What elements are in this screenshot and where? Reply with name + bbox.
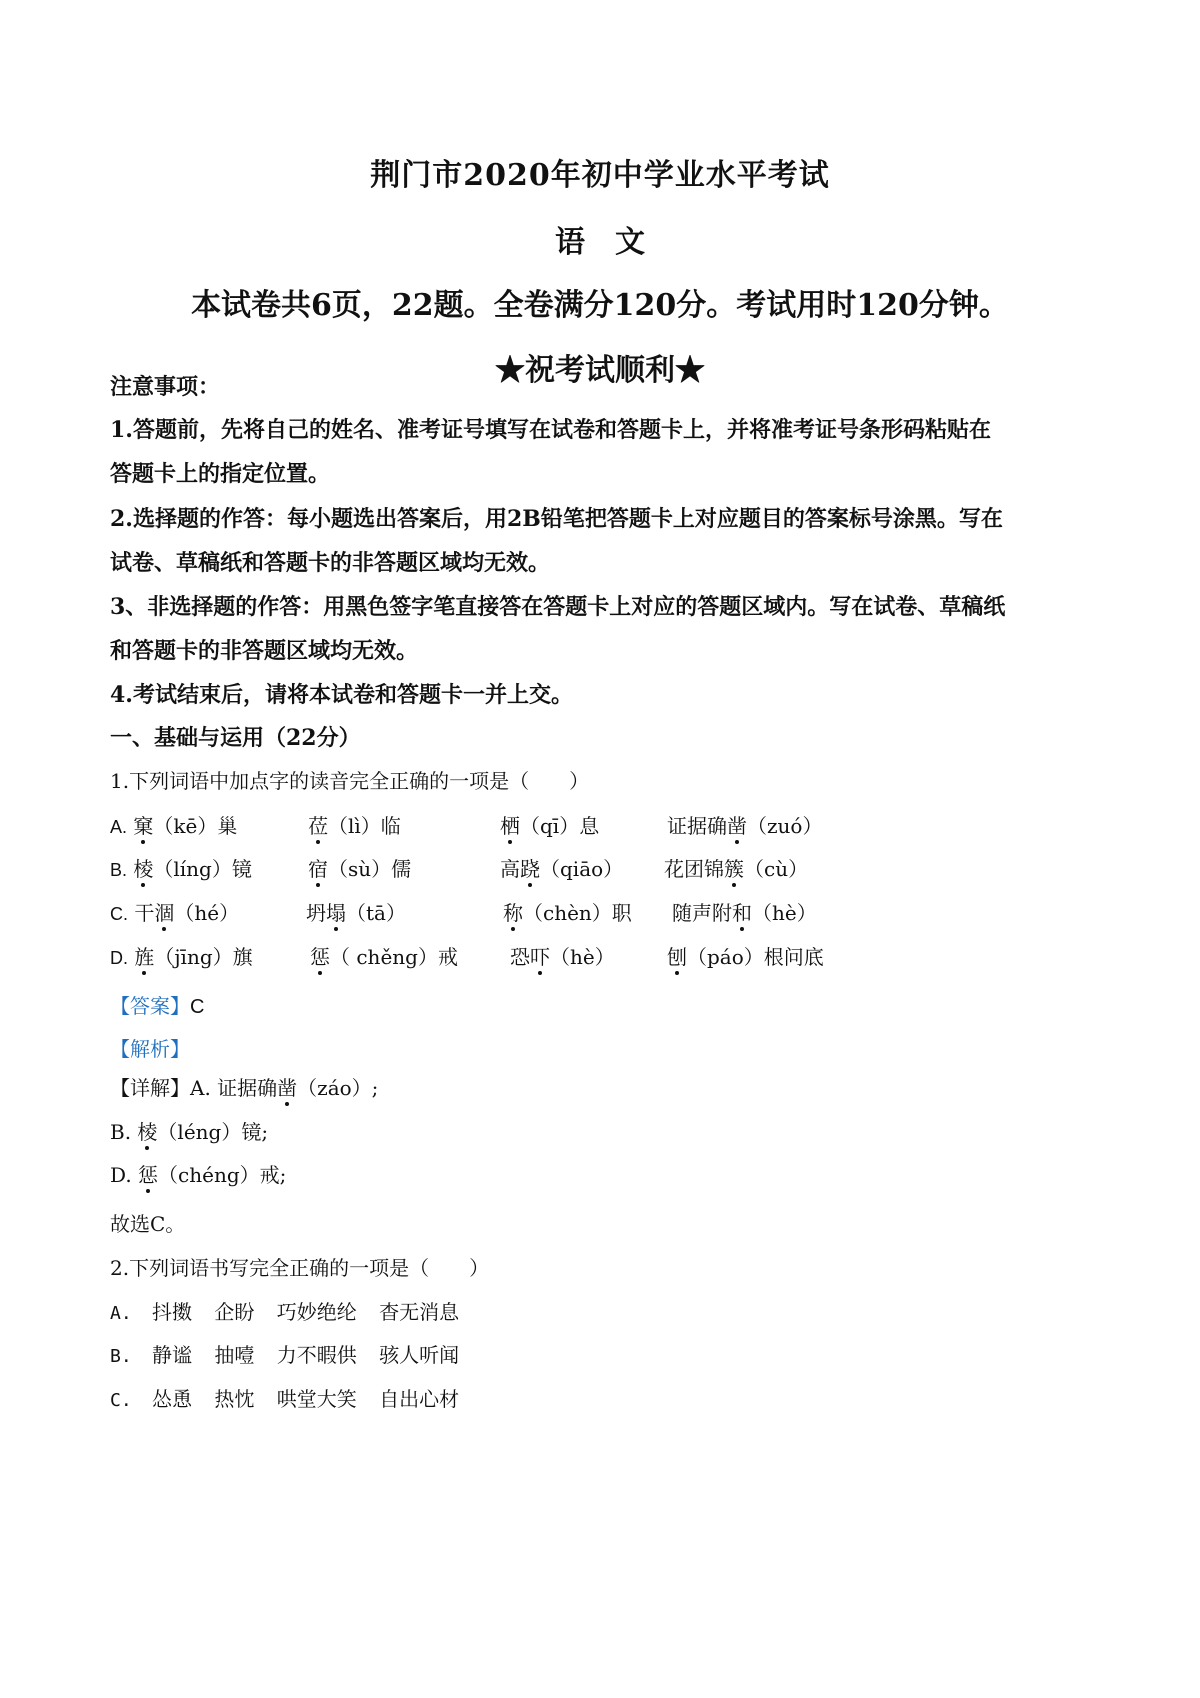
detail-line-b — [110, 1116, 268, 1145]
detail-line-a — [110, 1072, 378, 1101]
dotted-char: 称 — [503, 901, 523, 925]
option-text: 干 — [134, 901, 155, 925]
detail-text: （chéng）戒; — [158, 1163, 287, 1187]
detail-text: （záo）; — [297, 1076, 379, 1100]
analysis-tag: 【解析】 — [110, 1039, 190, 1061]
section-heading: 一、基础与运用（22分） — [110, 725, 361, 751]
answer-value: C — [190, 996, 205, 1018]
option-label: D. — [110, 948, 128, 968]
option-word: 力不暇供 — [276, 1343, 357, 1367]
option-word: 抽噎 — [214, 1343, 255, 1367]
option-text: （cù） — [744, 857, 809, 881]
q1-option-c-word-3 — [503, 897, 632, 926]
notice-item-4: 4.考试结束后，请将本试卷和答题卡一并上交。 — [110, 682, 573, 708]
notice-item-2b: 试卷、草稿纸和答题卡的非答题区域均无效。 — [110, 550, 551, 576]
q1-option-a-word-4 — [667, 810, 822, 839]
option-word: 热忱 — [214, 1387, 255, 1411]
option-label: A. — [110, 1303, 132, 1324]
dotted-char: 刨 — [667, 945, 687, 969]
dotted-char: 旌 — [134, 945, 155, 969]
dotted-char: 莅 — [308, 814, 328, 838]
q1-option-c-word-2 — [306, 897, 406, 926]
dotted-char: 惩 — [310, 945, 330, 969]
option-text: （hè） — [550, 945, 615, 969]
q1-option-b — [110, 853, 252, 882]
option-word: 企盼 — [214, 1300, 255, 1324]
option-word: 哄堂大笑 — [276, 1387, 357, 1411]
dotted-char: 凿 — [277, 1076, 298, 1100]
option-text: （zuó） — [747, 814, 823, 838]
dotted-char: 簇 — [724, 857, 744, 881]
q2-option-c — [110, 1383, 459, 1412]
q1-option-d-word-3 — [510, 941, 615, 970]
dotted-char: 棱 — [137, 1120, 158, 1144]
option-text: （ chěng）戒 — [330, 945, 458, 969]
detail-text: B. — [110, 1120, 138, 1144]
option-word: 杳无消息 — [379, 1300, 460, 1324]
q2-option-b — [110, 1339, 459, 1368]
option-text: （hè） — [752, 901, 817, 925]
option-label: C. — [110, 1390, 132, 1411]
question-2-stem: 2.下列词语书写完全正确的一项是（ ） — [110, 1256, 490, 1280]
q1-option-d-word-2 — [310, 941, 458, 970]
option-text: （tā） — [346, 901, 406, 925]
subject-title: 语文 — [555, 225, 675, 260]
notice-item-1a: 1.答题前，先将自己的姓名、准考证号填写在试卷和答题卡上，并将准考证号条形码粘贴在 — [110, 417, 991, 443]
option-word: 怂恿 — [152, 1387, 193, 1411]
dotted-char: 跷 — [520, 857, 540, 881]
option-text: 随声附 — [672, 901, 732, 925]
option-label: C. — [110, 904, 128, 924]
q1-option-a-word-2 — [308, 810, 401, 839]
option-word: 自出心材 — [379, 1387, 460, 1411]
notice-item-2a: 2.选择题的作答：每小题选出答案后，用2B铅笔把答题卡上对应题目的答案标号涂黑。写在 — [110, 506, 1003, 532]
option-text: （páo）根问底 — [687, 945, 824, 969]
dotted-char: 吓 — [530, 945, 550, 969]
option-text: 花团锦 — [664, 857, 724, 881]
detail-tag: 【详解】 — [110, 1076, 190, 1100]
option-label: A. — [110, 817, 128, 837]
q1-option-c — [110, 897, 239, 926]
dotted-char: 和 — [732, 901, 752, 925]
dotted-char: 惩 — [138, 1163, 159, 1187]
dotted-char: 涸 — [154, 901, 175, 925]
dotted-char: 窠 — [133, 814, 154, 838]
option-text: （kē）巢 — [153, 814, 238, 838]
exam-title: 荆门市2020年初中学业水平考试 — [370, 158, 830, 193]
option-text: （qiāo） — [540, 857, 624, 881]
detail-text: （léng）镜; — [157, 1120, 269, 1144]
exam-wish: ★祝考试顺利★ — [495, 353, 705, 388]
option-text: 高 — [500, 857, 520, 881]
detail-text: A. 证据确 — [190, 1076, 278, 1100]
q1-option-d — [110, 941, 253, 970]
q1-option-b-word-4 — [664, 853, 808, 882]
option-text: 恐 — [510, 945, 530, 969]
option-text: （lì）临 — [328, 814, 401, 838]
option-label: B. — [110, 1346, 132, 1367]
notice-heading: 注意事项： — [110, 374, 221, 400]
option-word: 骇人听闻 — [379, 1343, 460, 1367]
dotted-char: 栖 — [500, 814, 520, 838]
q2-option-a — [110, 1296, 459, 1325]
q1-option-c-word-4 — [672, 897, 817, 926]
notice-item-3a: 3、非选择题的作答：用黑色签字笔直接答在答题卡上对应的答题区域内。写在试卷、草稿纸 — [110, 594, 1006, 620]
option-word: 抖擞 — [152, 1300, 193, 1324]
dotted-char: 凿 — [727, 814, 747, 838]
q1-option-a-word-3 — [500, 810, 599, 839]
option-text: （sù）儒 — [328, 857, 412, 881]
option-label: B. — [110, 860, 128, 880]
q1-option-b-word-2 — [308, 853, 411, 882]
notice-item-3b: 和答题卡的非答题区域均无效。 — [110, 638, 419, 664]
option-text: （chèn）职 — [523, 901, 632, 925]
detail-text: D. — [110, 1163, 139, 1187]
answer-tag: 【答案】 — [110, 996, 190, 1018]
detail-line-d — [110, 1159, 286, 1188]
option-text: 坍 — [306, 901, 326, 925]
dotted-char: 塌 — [326, 901, 346, 925]
question-1-stem: 1.下列词语中加点字的读音完全正确的一项是（ ） — [110, 769, 590, 793]
option-text: （hé） — [174, 901, 240, 925]
dotted-char: 宿 — [308, 857, 328, 881]
option-text: 证据确 — [667, 814, 727, 838]
q1-option-d-word-4 — [667, 941, 824, 970]
analysis-line — [110, 1033, 190, 1062]
option-text: （líng）镜 — [153, 857, 252, 881]
option-word: 巧妙绝纶 — [276, 1300, 357, 1324]
q1-option-a — [110, 810, 237, 839]
option-text: （qī）息 — [520, 814, 600, 838]
conclusion: 故选C。 — [110, 1212, 186, 1236]
q1-option-b-word-3 — [500, 853, 623, 882]
dotted-char: 棱 — [133, 857, 154, 881]
option-text: （jīng）旗 — [154, 945, 253, 969]
option-word: 静谧 — [152, 1343, 193, 1367]
exam-info: 本试卷共6页，22题。全卷满分120分。考试用时120分钟。 — [191, 288, 1009, 323]
answer-line — [110, 990, 204, 1019]
notice-item-1b: 答题卡上的指定位置。 — [110, 461, 331, 487]
